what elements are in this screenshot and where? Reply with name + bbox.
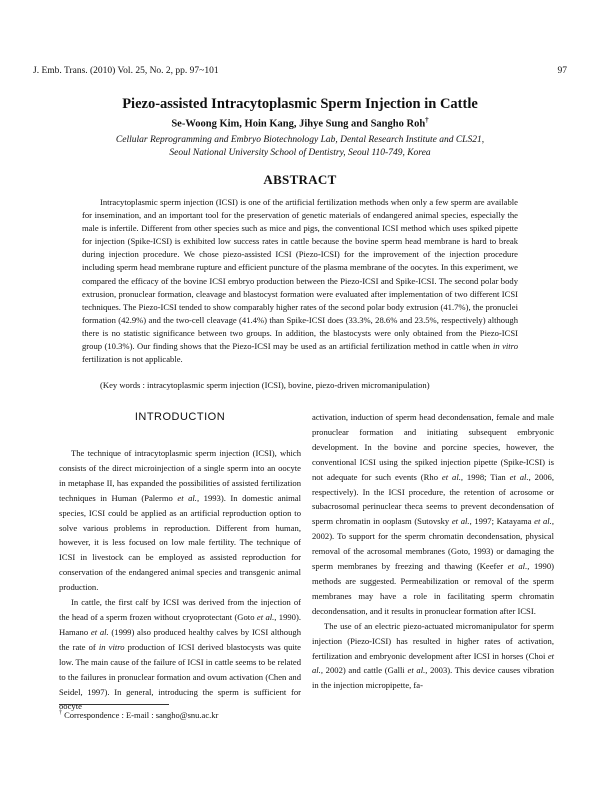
italic-run: et al. bbox=[407, 665, 426, 676]
text-run: The technique of intracytoplasmic sperm injection (ICSI), which consists of the direct microinjection of a single sperm into an oocyte in metaphase II, has expanded the possibilities of assisted fertilization techniques in Human (Palermo bbox=[59, 448, 301, 503]
italic-run: et al. bbox=[256, 611, 275, 622]
text-run: The use of an electric piezo-actuated micromanipulator for sperm injection (Piezo-ICSI) has resulted in higher rates of activation, fertilization and embryonic development after ICSI in horses (Choi bbox=[312, 620, 554, 661]
running-head bbox=[33, 66, 567, 76]
affiliation-line-2: Seoul National University School of Dentistry, Seoul 110-749, Korea bbox=[169, 148, 431, 158]
italic-run: et al. bbox=[509, 471, 529, 482]
text-run: , 1997; Katayama bbox=[469, 516, 532, 527]
text-run: , 1993). In domestic animal species, ICSI could be applied as an artificial reproduction option to solve various problems in reproduction. Different from human, however, it is less focused on low male fertility. The technique of ICSI in livestock can be employed as assisted reproduction for conservation of the endangered animal species and transgenic animal production. bbox=[59, 492, 302, 593]
footnote-divider bbox=[59, 704, 169, 705]
text-run: In cattle, the first calf by ICSI was derived from the injection of the head of a sperm frozen without cryoprotectant (Goto bbox=[59, 597, 301, 622]
author-list bbox=[0, 116, 600, 130]
italic-run: et al. bbox=[441, 471, 461, 482]
text-run: production of ICSI derived blastocysts was quite low. The main cause of the failure of ICSI in cattle seems to be related to the failures in pronuclear formation and ovum activation (Chen and Seidel, 1997). In general, introducing the sperm is sufficient for oocyte bbox=[59, 641, 301, 712]
correspondence-footnote bbox=[59, 710, 218, 720]
intro-paragraph-3 bbox=[312, 410, 554, 619]
italic-run: et al. bbox=[507, 561, 528, 572]
italic-run: et al. bbox=[451, 516, 470, 527]
text-run: , 1990). Hamano bbox=[59, 611, 301, 637]
abstract-text-2: fertilization is not applicable. bbox=[82, 354, 183, 365]
paper-title: Piezo-assisted Intracytoplasmic Sperm Injection in Cattle bbox=[122, 96, 478, 112]
abstract-heading: ABSTRACT bbox=[263, 172, 337, 187]
corresponding-author-mark: † bbox=[425, 116, 429, 124]
author-names: Se-Woong Kim, Hoin Kang, Jihye Sung and Sangho Roh bbox=[171, 118, 426, 130]
abstract-paragraph bbox=[82, 196, 518, 366]
abstract-body bbox=[82, 196, 518, 366]
italic-run: in vitro bbox=[98, 641, 125, 652]
affiliation-line-1: Cellular Reprogramming and Embryo Biotechnology Lab, Dental Research Institute and CLS21, bbox=[115, 135, 485, 145]
text-run: (1999) also produced healthy calves by ICSI although the rate of bbox=[59, 626, 301, 652]
italic-run: et al. bbox=[177, 492, 197, 503]
introduction-heading: INTRODUCTION bbox=[134, 411, 226, 423]
text-run: , 1990) methods are suggested. Permeabilization or removal of the sperm membranes may have a role in facilitating sperm chromatin decondensation, and it results in pronuclear formation after ICSI. bbox=[312, 561, 554, 616]
italic-run: et al. bbox=[90, 626, 109, 637]
text-run: , 2002) and cattle (Galli bbox=[320, 665, 405, 676]
abstract-italic-term: in vitro bbox=[492, 341, 518, 352]
journal-citation: J. Emb. Trans. (2010) Vol. 25, No. 2, pp. 97~101 bbox=[33, 66, 219, 76]
abstract-text-1: Intracytoplasmic sperm injection (ICSI) is one of the artificial fertilization methods when only a few sperm are available for insemination, and an important tool for the preservation of genetic materials of endangered animal species, especially the male is infertile. Different from other species such as mice and pigs, the conventional ICSI method which uses spiked pipette for injection (Spike-ICSI) is exhibited low success rates in cattle because the bovine sperm head membrane is hard to break during injection procedure. We chose piezo-assisted ICSI (Piezo-ICSI) for the improvement of the injection procedure including sperm head membrane rupture and efficient puncture of the plasma membrane of the oocytes. In this experiment, we compared the efficacy of the bovine ICSI embryo production between the Piezo-ICSI and Spike-ICSI. The second polar body extrusion, pronuclear formation, cleavage and blastocyst formation were evaluated after implementation of two different ICSI techniques. The Piezo-ICSI tended to show comparably higher rates of the second polar body extrusion (41.7%), the pronuclei formation (42.9%) and the two-cell cleavage (41.4%) than Spike-ICSI does (33.3%, 28.6% and 23.5%, respectively) although there is no statistic significance between two groups. In addition, the blastocysts were only obtained from the Piezo-ICSI group (10.3%). Our finding shows that the Piezo-ICSI may be used as an artificial fertilization method in cattle when bbox=[82, 197, 518, 352]
text-run: , 2006, respectively). In the ICSI procedure, the retention of acrosome or subacrosomal perinuclear theca seems to prevent decondensation of sperm chromatin in ooplasm (Sutovsky bbox=[312, 471, 554, 527]
intro-paragraph-4 bbox=[312, 619, 554, 694]
right-column bbox=[312, 410, 554, 693]
text-run: , 1998; Tian bbox=[460, 471, 506, 482]
intro-paragraph-1 bbox=[59, 446, 301, 595]
text-run: , 2003). This device causes vibration in the injection micropipette, fa- bbox=[312, 665, 554, 691]
affiliation bbox=[60, 134, 540, 160]
italic-run: et al. bbox=[534, 516, 552, 527]
italic-run: et al. bbox=[312, 650, 555, 676]
text-run: , 2002). To support for the sperm chromatin decondensation, physical removal of the acrosomal membranes (Goto, 1993) or damaging the sperm membranes by freezing and thawing (Keefer bbox=[312, 516, 554, 572]
footnote-mark: † bbox=[59, 710, 62, 717]
footnote-text: Correspondence : E-mail : sangho@snu.ac.kr bbox=[64, 710, 219, 720]
page-number: 97 bbox=[557, 66, 567, 76]
text-run: activation, induction of sperm head decondensation, female and male pronuclear formation and initiating subsequent embryonic development. In the bovine and porcine species, however, the conventional ICSI using the spiked injection pipette (Spike-ICSI) is not adequate for such events (Rho bbox=[312, 412, 554, 482]
keywords: (Key words : intracytoplasmic sperm injection (ICSI), bovine, piezo-driven micromanipulation) bbox=[100, 380, 430, 390]
